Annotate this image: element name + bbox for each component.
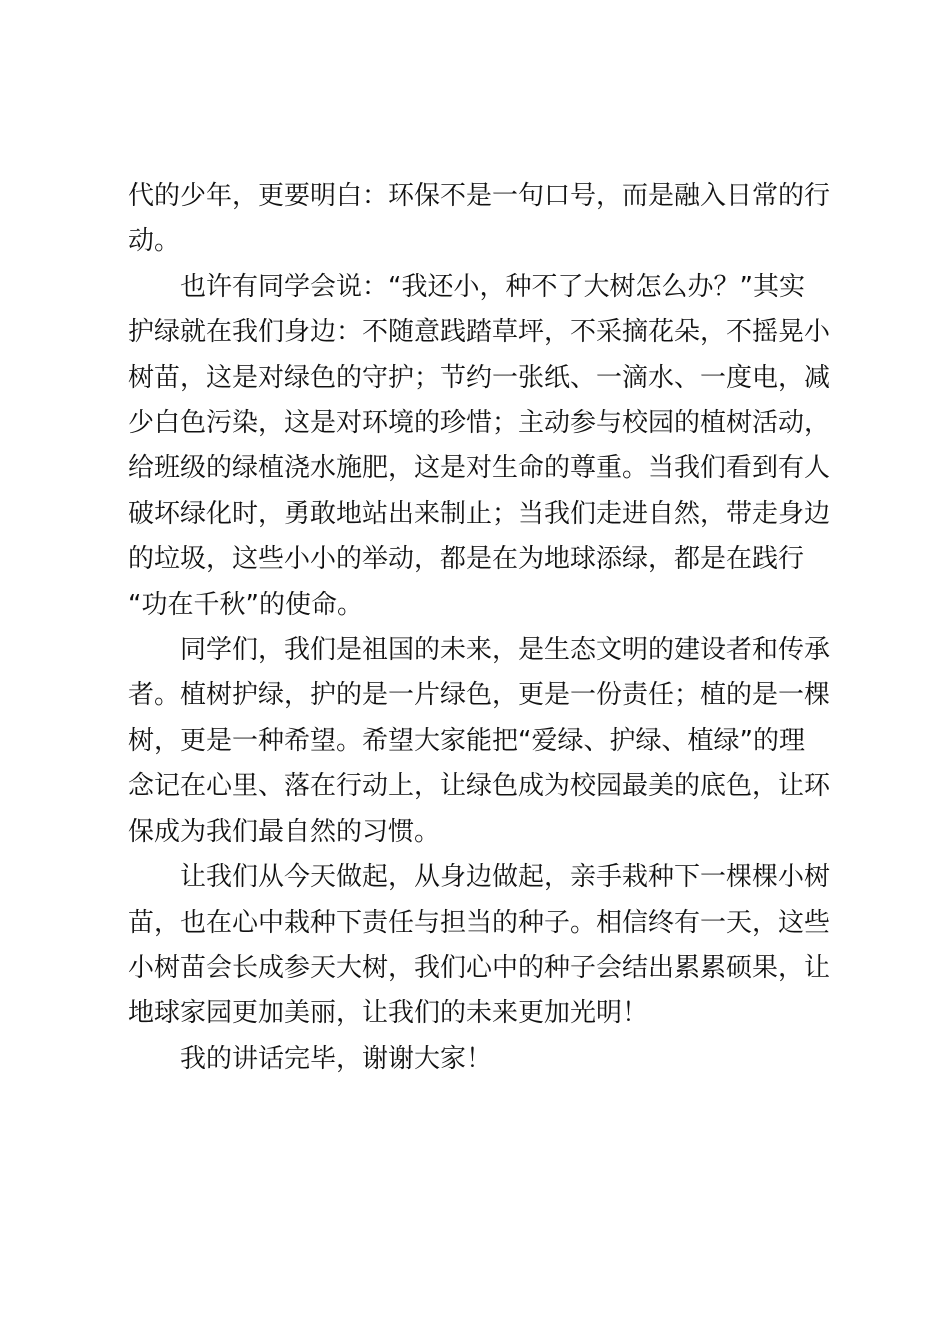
document-body (128, 174, 832, 1082)
paragraph-2: 也许有同学会说：“我还小，种不了大树怎么办？”其实 护绿就在我们身边：不随意践踏草坪，不采摘花朵，不摇晃小 树苗，这是对绿色的守护；节约一张纸、一滴水、一度电，减 少白色污染，这是对环境的珍惜；主动参与校园的植树活动， 给班级的绿植浇水施肥，这是对生命的尊重。当我们看到有人 破坏绿化时，勇敢地站出来制止；当我们走进自然，带走身边 的垃圾，这些小小的举动，都是在为地球添绿，都是在践行 “功在千秋”的使命。 (128, 271, 831, 620)
paragraph-4: 让我们从今天做起，从身边做起，亲手栽种下一棵棵小树 苗，也在心中栽种下责任与担当的种子。相信终有一天，这些 小树苗会长成参天大树，我们心中的种子会结出累累硕果，让 地球家园更加美丽，让我们的未来更加光明！ (128, 862, 831, 1029)
paragraph-3: 同学们，我们是祖国的未来，是生态文明的建设者和传承 者。植树护绿，护的是一片绿色，更是一份责任；植的是一棵 树，更是一种希望。希望大家能把“爱绿、护绿、植绿”的理 念记在心里、落在行动上，让绿色成为校园最美的底色，让环 保成为我们最自然的习惯。 (128, 635, 831, 847)
paragraph-5: 我的讲话完毕，谢谢大家！ (180, 1043, 493, 1074)
paragraph-1: 代的少年，更要明白：环保不是一句口号，而是融入日常的行 动。 (128, 181, 831, 257)
